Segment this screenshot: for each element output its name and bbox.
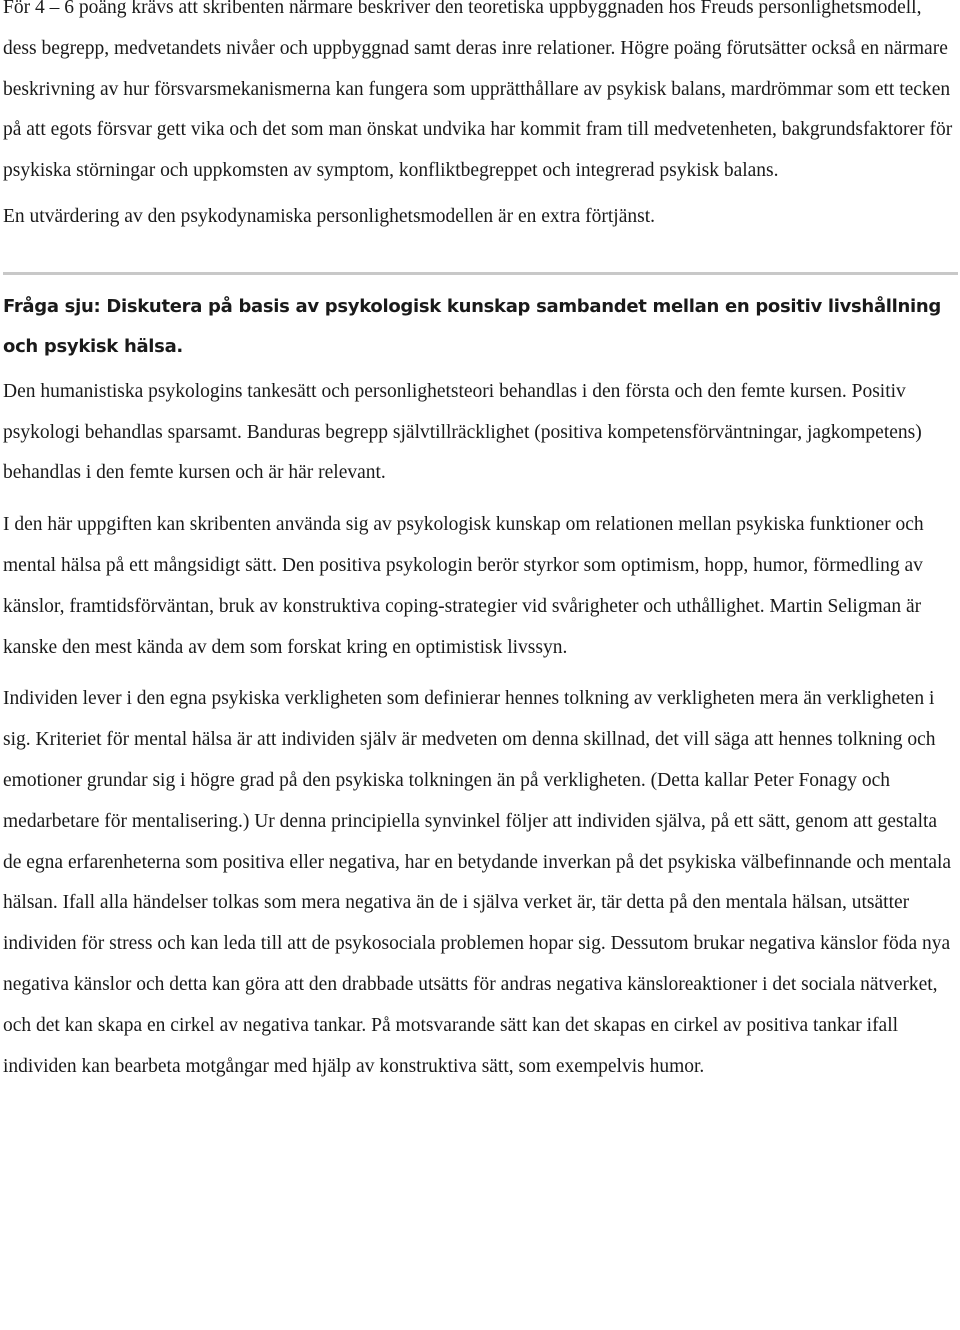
paragraph-evaluation-note: En utvärdering av den psykodynamiska personlighetsmodellen är en extra förtjänst. — [3, 205, 655, 227]
question-heading: Fråga sju: Diskutera på basis av psykologisk kunskap sambandet mellan en positiv livshållning och psykisk hälsa. — [3, 295, 942, 357]
section-divider — [3, 272, 958, 275]
paragraph-gap — [3, 494, 958, 505]
document-page — [3, 0, 958, 1087]
paragraph-gap — [3, 668, 958, 679]
paragraph-psychic-reality: Individen lever i den egna psykiska verkligheten som definierar hennes tolkning av verkligheten mera än verkligheten i sig. Kriteriet för mental hälsa är att individen själv är medveten om denna skillnad, det vill säga att hennes tolkning och emotioner grundar sig i högre grad på den psykiska tolkningen än på verkligheten. (Detta kallar Peter Fonagy och medarbetare för mentalisering.) Ur denna principiella synvinkel följer att individen själva, på ett sätt, genom att gestalta de egna erfarenheterna som positiva eller negativa, har en betydande inverkan på det psykiska välbefinnande och mentala hälsan. Ifall alla händelser tolkas som mera negativa än de i själva verket är, tär detta på den mentala hälsan, utsätter individen för stress och kan leda till att de psykosociala problemen hopar sig. Dessutom brukar negativa känslor föda nya negativa känslor och detta kan göra att den drabbade utsätts för andras negativa känsloreaktioner i det sociala nätverket, och det kan skapa en cirkel av negativa tankar. På motsvarande sätt kan det skapas en cirkel av positiva tankar ifall individen kan bearbeta motgångar med hjälp av konstruktiva sätt, som exempelvis humor. — [3, 688, 952, 1077]
paragraph-freud-criteria: För 4 – 6 poäng krävs att skribenten närmare beskriver den teoretiska uppbyggnaden hos Freuds personlighetsmodell, dess begrepp, medvetandets nivåer och uppbyggnad samt deras inre relationer. Högre poäng förutsätter också en närmare beskrivning av hur försvarsmekanismerna kan fungera som upprätthållare av psykisk balans, mardrömmar som ett tecken på att egots försvar gett vika och det som man önskat undvika har kommit fram till medvetenheten, bakgrundsfaktorer för psykiska störningar och uppkomsten av symptom, konfliktbegreppet och integrerad psykisk balans. — [3, 0, 953, 182]
paragraph-positive-psychology: I den här uppgiften kan skribenten använda sig av psykologisk kunskap om relationen mellan psykiska funktioner och mental hälsa på ett mångsidigt sätt. Den positiva psykologin berör styrkor som optimism, hopp, humor, förmedling av känslor, framtidsförväntan, bruk av konstruktiva coping-strategier vid svårigheter och uthållighet. Martin Seligman är kanske den mest kända av dem som forskat kring en optimistisk livssyn. — [3, 514, 924, 658]
paragraph-humanistic: Den humanistiska psykologins tankesätt och personlighetsteori behandlas i den första och den femte kursen. Positiv psykologi behandlas sparsamt. Banduras begrepp självtillräcklighet (positiva kompetensförväntningar, jagkompetens) behandlas i den femte kursen och är här relevant. — [3, 380, 922, 484]
